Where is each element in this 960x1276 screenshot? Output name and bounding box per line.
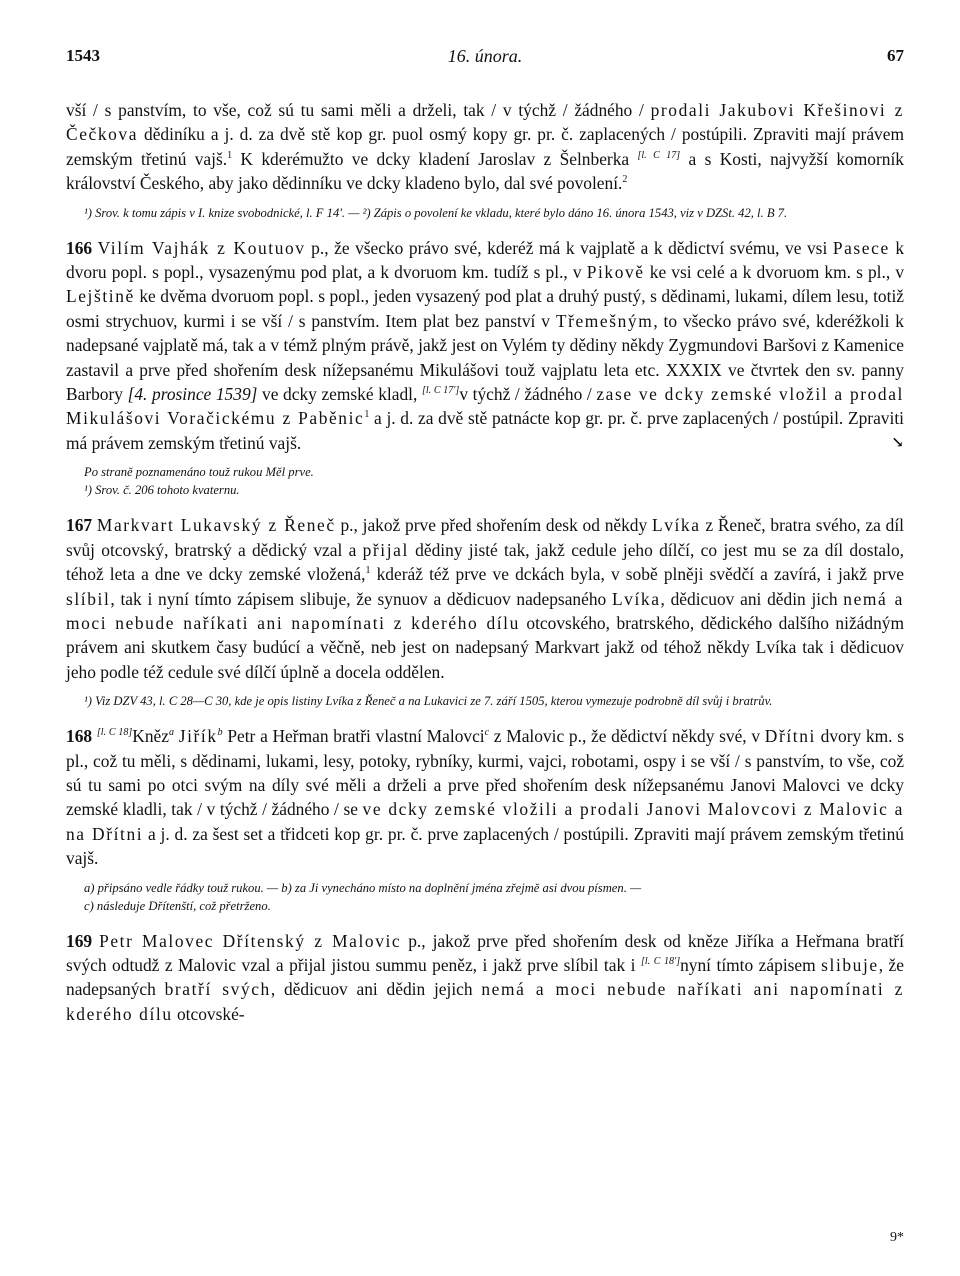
header-date: 16. února.: [447, 46, 523, 66]
header-year: 1543: [66, 46, 100, 65]
footnote-ref: a: [168, 727, 174, 739]
entry-spaced-text: bratří svých: [164, 979, 271, 1000]
footnote-ref: 1: [227, 150, 233, 162]
entry-number: 167: [66, 515, 93, 536]
entry-spaced-text: zase ve dcky zemské vložil a prodal Mikulášovi Voračickému z Paběnic: [66, 384, 904, 429]
entry-spaced-text: slíbil: [66, 588, 111, 609]
footnote-ref: 1: [365, 565, 371, 577]
footnote-text: ¹) Viz DZV 43, l. C 28—C 30, kde je opis listiny Lvíka z Řeneč a na Lukavici ze 7. září 1505, kterou vymezuje podrobně díl svůj i bratrův.: [84, 694, 773, 709]
intro-paragraph: [66, 98, 904, 196]
entry-text: kderáž též prve ve dckách byla, v sobě plněji svědčí a zavírá, i jakž prve: [370, 564, 904, 585]
intro-notes: [66, 204, 904, 222]
folio-mark: [l. C 18']: [640, 956, 681, 968]
entry-text: z Řeneč, bratra svého, za díl svůj otcovský, bratrský a dědický vzal a: [66, 515, 904, 560]
footnote-text: c) následuje Dřítenští, což přetrženo.: [84, 898, 271, 913]
entry-number: 166: [66, 237, 93, 258]
entry-text: k dvoru popl. s popl., vysazenýmu pod plat, a k dvoruom km. tudíž s pl., v: [66, 237, 905, 283]
entry-name: Vilím Vajhák z Koutuov: [97, 237, 306, 258]
entry-168-notes: [66, 879, 904, 915]
entry-name: Petr Malovec Dřítenský z Malovic: [99, 930, 402, 951]
entry-name: Markvart Lukavský z Řeneč: [96, 515, 336, 536]
pointer-mark-icon: ↘: [891, 434, 904, 451]
entry-text: ke vsi celé a k dvoruom km. s pl., v: [644, 262, 905, 283]
intro-spaced-text: prodali Jakubovi Křešinovi z Čečkova: [66, 100, 904, 145]
entry-spaced-text: Lvíka: [611, 588, 661, 609]
entry-text: , že nadepsaných: [66, 954, 904, 1000]
entry-text: otcovské-: [172, 1003, 245, 1024]
entry-text: , dědicuov ani dědin jejich: [270, 979, 482, 1000]
entry-spaced-text: nemá a moci nebude naříkati ani napomínati z kderého dílu: [66, 979, 905, 1024]
place-name: Pikově: [586, 262, 645, 283]
place-name: Pasece: [832, 237, 890, 258]
entry-168: [66, 724, 904, 870]
footnote-ref: 2: [622, 174, 628, 186]
entry-text: , to všecko právo své, kderéžkoli k nadepsané vajplatě má, tak a v témž plným právě, jakž jest on Vylém ty dědiny někdy Zygmundovi Baršovi z Kamenice zastavil a prve před shořením desk nížepsanému Mikulášovi touž vajplatu leta etc. XXXIX ve čtvrtek den sv. panny Barbory: [66, 310, 904, 405]
entry-spaced-text: nemá a moci nebude naříkati ani napomínati z kderého dílu: [66, 588, 904, 633]
signature-mark: 9*: [890, 1230, 904, 1245]
intro-text: K kderémužto ve dcky kladení Jaroslav z Šelnberka: [232, 148, 638, 169]
entry-text: p., jakož prve před shořením desk od kněze Jiříka a Heřmana bratří svých odtudž z Malovic vzal a přijal jistou summu peněz, i jakž prve slíbil tak i: [66, 930, 904, 975]
entry-text: z Malovic p., že dědictví někdy své, v: [489, 726, 765, 747]
footnote-ref: 1: [364, 409, 370, 421]
entry-text: dědiny jisté tak, jakž cedule jeho dílčí, co jest mu se za díl dostalo, téhož leta a dne ve dcky zemské vložená,: [66, 539, 904, 585]
footnote-text: ¹) Srov. č. 206 tohoto kvaternu.: [84, 483, 240, 498]
entry-text: nyní tímto zápisem: [680, 954, 822, 975]
intro-text: vší / s panstvím, to vše, což sú tu sami měli a drželi, tak / v týchž / žádného /: [66, 100, 651, 120]
folio-mark: [l. C 18]: [96, 727, 133, 739]
place-name: Lejštině: [66, 286, 135, 307]
intro-text: dědiníku a j. d. za dvě stě kop gr. puol osmý kopy gr. pr. č. zaplacených / postúpili. Zpraviti mají právem zemským třetinú vajš.: [66, 124, 904, 169]
header-page-number: 67: [887, 46, 904, 65]
page-header: [66, 40, 904, 70]
entry-text: p., jakož prve před shořením desk od někdy: [335, 515, 652, 536]
footnote-ref: c: [484, 727, 490, 739]
folio-mark: [l. C 17']: [421, 385, 460, 397]
entry-167: [66, 513, 904, 684]
footnote-text: a) připsáno vedle řádky touž rukou. — b) za Ji vynecháno místo na doplnění jména zřejmě asi dvou písmen. —: [84, 880, 642, 895]
margin-note: Po straně poznamenáno touž rukou Měl prve.: [84, 465, 314, 480]
intro-text: a s Kosti, najvyžší komorník království Českého, aby jako dědinníku ve dcky kladeno bylo, dal své povolení.: [66, 148, 904, 194]
date-bracket: [4. prosince 1539]: [127, 384, 258, 405]
entry-166: [66, 236, 904, 456]
entry-167-notes: [66, 692, 904, 710]
entry-text: otcovského, bratrského, dědického dalšího nižádným právem ani skutkem časy budúcí a věčně, neb jest on nadepsaný Markvart jakž od téhož někdy Lvíka tak i dědicuov jeho podle též cedule své dílčí úplně a docela oddělen.: [66, 612, 905, 682]
entry-number: 169: [66, 930, 93, 951]
entry-number: 168: [66, 726, 93, 747]
footnote-ref: b: [217, 727, 223, 739]
entry-text: Kněz: [132, 726, 169, 747]
entry-text: ve dcky zemské kladl,: [257, 384, 422, 405]
entry-text: a j. d. za šest set a třidceti kop gr. pr. č. prve zaplacených / postúpili. Zpraviti mají právem zemským třetinú vajš.: [66, 823, 904, 869]
folio-mark: [l. C 17]: [637, 150, 681, 162]
footnote-text: ¹) Srov. k tomu zápis v I. knize svobodnické, l. F 14'. — ²) Zápis o povolení ke vkladu, které bylo dáno 16. února 1543, viz v DZSt. 42, l. B 7.: [84, 205, 788, 220]
entry-169: [66, 929, 904, 1027]
entry-text: , dědicuov ani dědin jich: [660, 588, 844, 609]
entry-spaced-text: ve dcky zemské vložili a prodali Janovi Malovcovi z Malovic a na Dřítni: [66, 799, 904, 844]
entry-text: , tak i nyní tímto zápisem slibuje, že synuov a dědicuov nadepsaného: [110, 588, 612, 609]
place-name: Třemešným: [555, 310, 654, 331]
entry-spaced-text: slibuje: [821, 954, 879, 975]
place-name: Dřítni: [764, 726, 816, 747]
entry-text: p., že všecko právo své, kderéž má k vajplatě a k dědictví svému, ve vsi: [305, 237, 833, 258]
document-page: [66, 40, 905, 1245]
entry-text: dvory km. s pl., což tu měli, s dědinami, lukami, lesy, potoky, rybníky, kurmi, vajci, robotami, ospy i se vší / s panstvím, to vše, což sú tu sami po otci svým na díly své měli a drželi a prve před shořením desk nížepsanému Janovi Malovci ve dcky zemské kladli, tak / v týchž / žádného / se: [66, 726, 904, 820]
entry-text: ke dvěma dvoruom popl. s popl., jeden vysazený pod plat a druhý pustý, s dědinami, lukami, dílem lesu, totiž osmi strychuov, kurmi i se vší / s panstvím. Item plat bez panství v: [66, 286, 904, 331]
entry-166-notes: [66, 463, 904, 499]
entry-spaced-text: Lvíka: [651, 515, 701, 536]
entry-spaced-text: Jiřík: [178, 726, 218, 747]
entry-text: Petr a Heřman bratři vlastní Malovci: [222, 726, 485, 747]
entry-text: a j. d. za dvě stě patnácte kop gr. pr. č. prve zaplacených / postúpil. Zpraviti má právem zemským třetinú vajš.: [66, 408, 904, 453]
entry-text: v týchž / žádného /: [459, 384, 597, 405]
entry-spaced-text: přijal: [362, 539, 409, 560]
